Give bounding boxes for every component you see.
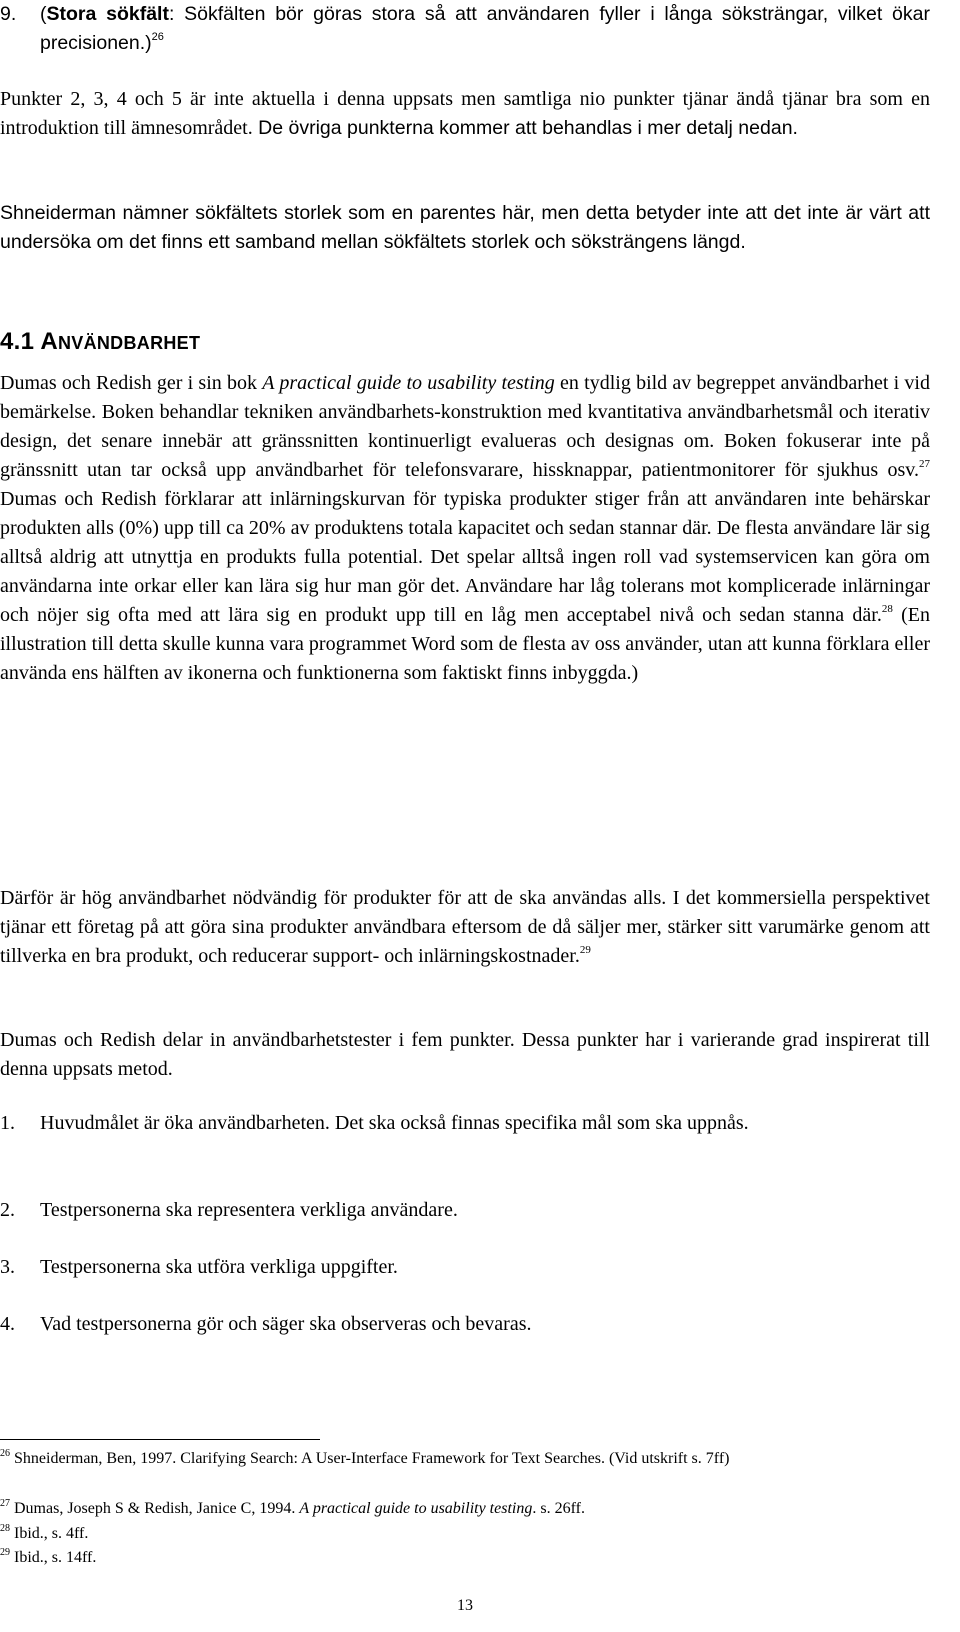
footnote-ref-26: 26 — [151, 31, 164, 43]
footnote-28: $^{28}$ Ibid., s. 4ff. — [0, 1523, 89, 1542]
item-9-number: 9. — [0, 3, 17, 25]
list-item: 3. Testpersonerna ska utföra verkliga uppgifter. — [0, 1256, 398, 1278]
paragraph-2: Shneiderman nämner sökfältets storlek som en parentes här, men detta betyder inte att det inte är värt att undersöka om det finns ett samband mellan sökfältets storlek och söksträngens längd. — [0, 202, 930, 253]
book-title: A practical guide to usability testing — [262, 372, 555, 394]
item-9-term: Stora sökfält — [46, 3, 169, 25]
list-item: 2. Testpersonerna ska representera verkliga användare. — [0, 1199, 458, 1221]
paragraph-4: Därför är hög användbarhet nödvändig för produkter för att de ska användas alls. I det kommersiella perspektivet tjänar ett företag på att göra sina produkter användbara eftersom de då säljer mer, stärker sitt varumärke genom att tillverka en bra produkt, och reducerar support- och inlärningskostnader.$^{29}$ — [0, 887, 930, 967]
footnote-29: $^{29}$ Ibid., s. 14ff. — [0, 1547, 97, 1566]
item-9-text: (Stora sökfält: Sökfälten bör göras stora så att användaren fyller i långa söksträngar, vilket ökar precisionen.)$^{26}$ — [40, 3, 930, 54]
footnote-26: $^{26}$ Shneiderman, Ben, 1997. Clarifying Search: A User-Interface Framework for Text Searches. (Vid utskrift s. 7ff) — [0, 1448, 730, 1467]
list-item: 1. Huvudmålet är öka användbarheten. Det ska också finnas specifika mål som ska uppnås. — [0, 1112, 749, 1134]
footnote-ref-29: 29 — [579, 944, 591, 956]
item-9 — [0, 0, 930, 58]
paragraph-1: Punkter 2, 3, 4 och 5 är inte aktuella i denna uppsats men samtliga nio punkter tjänar ändå tjänar bra som en introduktion till ämnesområdet. De övriga punkterna kommer att behandlas i mer detalj nedan. — [0, 88, 930, 139]
footnote-ref-28: 28 — [881, 603, 893, 615]
paragraph-3: Dumas och Redish ger i sin bok A practical guide to usability testing en tydlig bild av begreppet användbarhet i vid bemärkelse. Boken behandlar tekniken användbarhets-konstruktion med kvantitativa användbarhetsmål och iterativ design, det senare innebär att gränssnitten kontinuerligt evalueras och designas om. Boken fokuserar inte på gränssnitt utan tar också upp användbarhet för telefonsvarare, hissknappar, patientmonitorer för sjukhus osv.$^{27}$ Dumas och Redish förklarar att inlärningskurvan för typiska produkter stiger från att användaren inte behärskar produkten alls (0%) upp till ca 20% av produktens totala kapacitet och sedan stannar där. De flesta användare lär sig alltså aldrig att utnyttja en produkts fulla potential. Det spelar alltså ingen roll vad systemservicen kan göra om användarna inte orkar eller kan lära sig hur man gör det. Användare har låg tolerans mot komplicerade inlärningar och nöjer sig ofta med att lära sig en produkt upp till en låg men acceptabel nivå och sedan stanna där.$^{28}$ (En illustration till detta skulle kunna vara programmet Word som de flesta av oss använder, utan att kunna förklara eller använda ens hälften av ikonerna och funktionerna som faktiskt finns inbyggda.) — [0, 372, 930, 684]
list-item: 4. Vad testpersonerna gör och säger ska observeras och bevaras. — [0, 1313, 532, 1335]
section-heading: 4.1 ANVÄNDBARHET — [0, 328, 201, 355]
footnote-separator — [0, 1439, 320, 1440]
footnote-ref-27: 27 — [919, 458, 930, 470]
footnote-27: $^{27}$ Dumas, Joseph S & Redish, Janice C, 1994. A practical guide to usability testing. s. 26ff. — [0, 1498, 585, 1517]
page-number: 13 — [457, 1597, 473, 1614]
paragraph-5: Dumas och Redish delar in användbarhetstester i fem punkter. Dessa punkter har i varierande grad inspirerat till denna uppsats metod. — [0, 1029, 930, 1080]
